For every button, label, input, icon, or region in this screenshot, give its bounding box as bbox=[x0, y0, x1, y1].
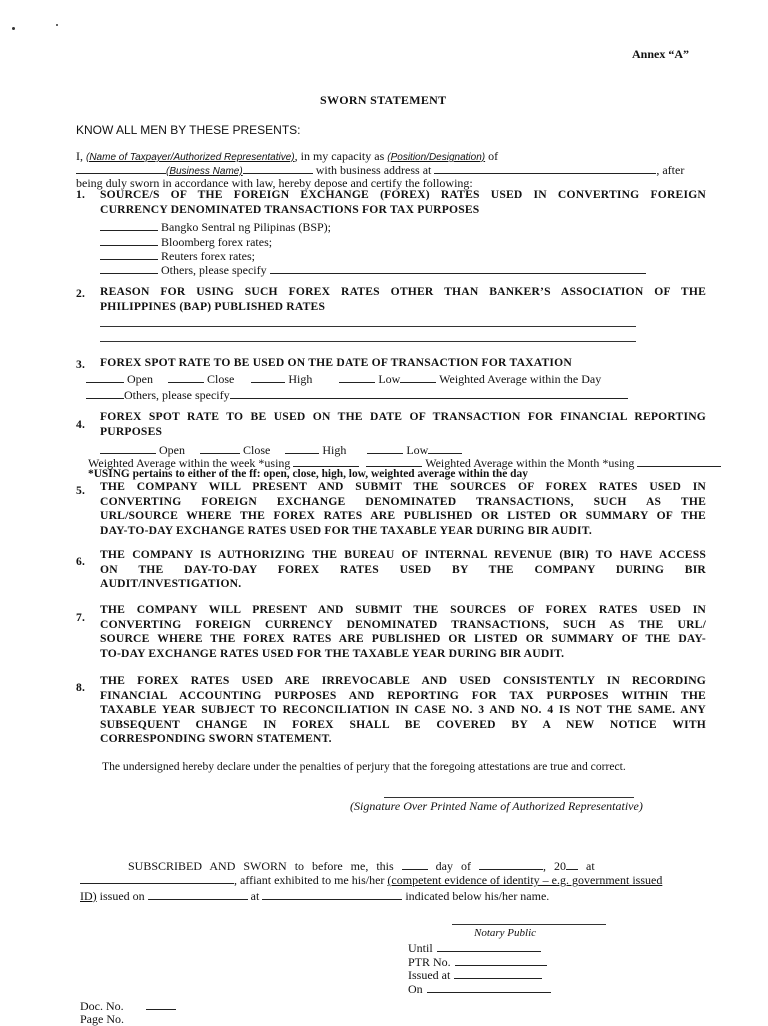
option-label: Bangko Sentral ng Pilipinas (BSP); bbox=[161, 220, 332, 234]
section-2-line: REASON FOR USING SUCH FOREX RATES OTHER THAN BANKER’S ASSOCIATION OF THE bbox=[100, 285, 706, 298]
page-no-label: Page No. bbox=[80, 1012, 124, 1026]
others-label: Others, please specify bbox=[124, 388, 230, 402]
section-3-heading: FOREX SPOT RATE TO BE USED ON THE DATE OF TRANSACTION FOR TAXATION bbox=[100, 356, 572, 369]
section-5-text bbox=[100, 480, 706, 538]
checkbox-blank[interactable] bbox=[366, 455, 422, 467]
doc-no-label: Doc. No. bbox=[80, 999, 124, 1013]
checkbox-blank[interactable] bbox=[100, 442, 156, 454]
option-reuters bbox=[100, 248, 255, 263]
checkbox-blank[interactable] bbox=[285, 442, 319, 454]
document-title: SWORN STATEMENT bbox=[320, 93, 447, 107]
subscribed-text: SUBSCRIBED AND SWORN to before me, this bbox=[128, 859, 394, 873]
at-text: at bbox=[586, 859, 595, 873]
section-4-number: 4. bbox=[76, 418, 86, 431]
issued-on-field[interactable] bbox=[148, 888, 248, 900]
issued-on-text: issued on bbox=[99, 889, 145, 903]
section-6-line: ON THE DAY-TO-DAY FOREX RATES USED BY THE COMPANY DURING BIR bbox=[100, 562, 706, 576]
option-weighted-average-week: Weighted Average within the week *using bbox=[88, 456, 291, 470]
issued-at-field[interactable] bbox=[454, 967, 542, 979]
section-2-number: 2. bbox=[76, 287, 86, 300]
section-2-heading bbox=[100, 285, 706, 314]
checkbox-blank[interactable] bbox=[100, 219, 158, 231]
blank[interactable] bbox=[76, 162, 166, 174]
section-2-line: PHILIPPINES (BAP) PUBLISHED RATES bbox=[100, 299, 326, 313]
section-8-line: SUBSEQUENT CHANGE IN FOREX SHALL BE COVERED BY A NEW NOTICE WITH bbox=[100, 717, 706, 731]
section-1-line: SOURCE/S OF THE FOREIGN EXCHANGE (FOREX) RATES USED IN CONVERTING FOREIGN bbox=[100, 188, 706, 201]
scan-mark bbox=[56, 24, 58, 26]
checkbox-blank[interactable] bbox=[339, 371, 375, 383]
notary-public-label: Notary Public bbox=[474, 927, 537, 939]
perjury-declaration: The undersigned hereby declare under the penalties of perjury that the foregoing attestations are true and correct. bbox=[102, 760, 626, 773]
section-6-line: AUDIT/INVESTIGATION. bbox=[100, 577, 242, 591]
know-all-heading: KNOW ALL MEN BY THESE PRESENTS: bbox=[76, 123, 301, 137]
evidence-text: (competent evidence of identity – e.g. government issued bbox=[387, 873, 663, 887]
section-8-line: THE FOREX RATES USED ARE IRREVOCABLE AND USED CONSISTENTLY IN RECORDING bbox=[100, 674, 706, 687]
section-7-line: THE COMPANY WILL PRESENT AND SUBMIT THE SOURCES OF FOREX RATES USED IN bbox=[100, 603, 706, 616]
scan-mark bbox=[12, 27, 15, 30]
section-3-options bbox=[86, 371, 601, 386]
notary-issued-at bbox=[408, 967, 542, 982]
section-8-line: FINANCIAL ACCOUNTING PURPOSES AND REPORTING FOR TAX PURPOSES WITHIN THE bbox=[100, 688, 706, 702]
section-5-line: THE COMPANY WILL PRESENT AND SUBMIT THE SOURCES OF FOREX RATES USED IN bbox=[100, 480, 706, 493]
section-5-line: CONVERTING FOREIGN EXCHANGE DENOMINATED TRANSACTIONS, SUCH AS THE bbox=[100, 494, 706, 508]
business-name-field[interactable]: (Business Name) bbox=[166, 166, 243, 177]
section-4-heading bbox=[100, 410, 706, 439]
on-field[interactable] bbox=[427, 981, 551, 993]
jurat-line-3 bbox=[80, 888, 549, 903]
checkbox-blank[interactable] bbox=[428, 442, 462, 454]
notary-signature-line[interactable] bbox=[452, 924, 606, 925]
ptr-label: PTR No. bbox=[408, 955, 451, 969]
option-label: Others, please specify bbox=[161, 263, 267, 277]
option-open: Open bbox=[127, 372, 153, 386]
checkbox-blank[interactable] bbox=[200, 442, 240, 454]
option-bloomberg bbox=[100, 234, 272, 249]
option-close: Close bbox=[243, 443, 271, 457]
year-prefix: , 20 bbox=[543, 859, 566, 873]
after-text: , after bbox=[656, 163, 685, 177]
notary-until bbox=[408, 940, 541, 955]
at-text: at bbox=[250, 889, 260, 903]
section-1-heading bbox=[100, 188, 706, 217]
section-3-number: 3. bbox=[76, 358, 86, 371]
signature-label: (Signature Over Printed Name of Authorized Representative) bbox=[350, 799, 643, 813]
section-5-line: URL/SOURCE WHERE THE FOREX RATES ARE PUBLISHED OR LISTED OR SUMMARY OF THE bbox=[100, 509, 706, 523]
section-7-text bbox=[100, 603, 706, 661]
blank[interactable] bbox=[243, 162, 313, 174]
option-open: Open bbox=[159, 443, 185, 457]
signature-line[interactable] bbox=[384, 797, 634, 798]
section-8-line: TAXABLE YEAR SUBJECT TO RECONCILIATION IN CASE NO. 3 AND NO. 4 IS NOT THE SAME. ANY bbox=[100, 703, 706, 717]
checkbox-blank[interactable] bbox=[400, 371, 436, 383]
position-field[interactable]: (Position/Designation) bbox=[387, 152, 486, 163]
address-text: with business address at bbox=[315, 163, 432, 177]
i-label: I, bbox=[76, 149, 83, 163]
taxpayer-name-field[interactable]: (Name of Taxpayer/Authorized Representative) bbox=[86, 152, 295, 163]
reason-line[interactable] bbox=[100, 341, 636, 342]
option-high: High bbox=[322, 443, 347, 457]
option-weighted-average-day: Weighted Average within the Day bbox=[439, 372, 602, 386]
section-8-line: CORRESPONDING SWORN STATEMENT. bbox=[100, 732, 332, 746]
annex-label: Annex “A” bbox=[632, 47, 690, 61]
jurat-line-2 bbox=[80, 872, 662, 887]
section-7-line: CONVERTING FOREIGN CURRENCY DENOMINATED TRANSACTIONS, SUCH AS THE URL/ bbox=[100, 617, 706, 631]
section-4-line: FOREX SPOT RATE TO BE USED ON THE DATE OF TRANSACTION FOR FINANCIAL REPORTING bbox=[100, 410, 706, 423]
business-address-field[interactable] bbox=[434, 162, 656, 174]
day-field[interactable] bbox=[402, 858, 428, 870]
checkbox-blank[interactable] bbox=[86, 371, 124, 383]
doc-no-field[interactable] bbox=[146, 998, 176, 1010]
option-others bbox=[100, 262, 646, 277]
issued-at-field[interactable] bbox=[262, 888, 402, 900]
option-low: Low bbox=[378, 372, 401, 386]
ptr-field[interactable] bbox=[455, 954, 547, 966]
option-weighted-average-month: Weighted Average within the Month *using bbox=[425, 456, 635, 470]
place-field[interactable] bbox=[80, 872, 234, 884]
capacity-text: , in my capacity as bbox=[294, 149, 385, 163]
on-label: On bbox=[408, 982, 423, 996]
indicated-text: indicated below his/her name. bbox=[405, 889, 550, 903]
week-using-field[interactable] bbox=[293, 455, 359, 467]
option-bsp bbox=[100, 219, 331, 234]
checkbox-blank[interactable] bbox=[251, 371, 285, 383]
section-7-line: TO-DAY EXCHANGE RATES USED FOR THE TAXABLE YEAR DURING BIR AUDIT. bbox=[100, 646, 565, 660]
notary-on bbox=[408, 981, 551, 996]
section-3-others bbox=[86, 387, 628, 402]
section-5-number: 5. bbox=[76, 484, 86, 497]
checkbox-blank[interactable] bbox=[100, 248, 158, 260]
option-high: High bbox=[288, 372, 313, 386]
checkbox-blank[interactable] bbox=[100, 234, 158, 246]
others-specify-field[interactable] bbox=[230, 387, 628, 399]
option-low: Low bbox=[406, 443, 429, 457]
others-specify-field[interactable] bbox=[270, 262, 646, 274]
id-text: ID) bbox=[80, 889, 97, 903]
month-using-field[interactable] bbox=[637, 455, 721, 467]
section-1-number: 1. bbox=[76, 188, 86, 201]
checkbox-blank[interactable] bbox=[367, 442, 403, 454]
option-label: Reuters forex rates; bbox=[161, 249, 255, 263]
doc-no bbox=[80, 998, 176, 1013]
year-field[interactable] bbox=[566, 858, 578, 870]
using-note: *USING pertains to either of the ff: open, close, high, low, weighted average within the day bbox=[88, 468, 528, 480]
section-4-line: PURPOSES bbox=[100, 424, 163, 438]
checkbox-blank[interactable] bbox=[168, 371, 204, 383]
option-label: Bloomberg forex rates; bbox=[161, 235, 273, 249]
reason-line[interactable] bbox=[100, 326, 636, 327]
sworn-text: being duly sworn in accordance with law, hereby depose and certify the following: bbox=[76, 176, 473, 190]
issued-at-label: Issued at bbox=[408, 968, 451, 982]
until-label: Until bbox=[408, 941, 433, 955]
section-6-line: THE COMPANY IS AUTHORIZING THE BUREAU OF INTERNAL REVENUE (BIR) TO HAVE ACCESS bbox=[100, 548, 706, 561]
section-5-line: DAY-TO-DAY EXCHANGE RATES USED FOR THE TAXABLE YEAR DURING BIR AUDIT. bbox=[100, 523, 592, 537]
checkbox-blank[interactable] bbox=[100, 262, 158, 274]
checkbox-blank[interactable] bbox=[86, 387, 124, 399]
section-6-text bbox=[100, 548, 706, 592]
section-8-text bbox=[100, 674, 706, 747]
section-7-number: 7. bbox=[76, 611, 86, 624]
month-field[interactable] bbox=[479, 858, 543, 870]
until-field[interactable] bbox=[437, 940, 541, 952]
day-of-text: day of bbox=[435, 859, 471, 873]
section-7-line: SOURCE WHERE THE FOREX RATES ARE PUBLISHED OR LISTED OR SUMMARY OF THE DAY- bbox=[100, 632, 706, 646]
affiant-text: , affiant exhibited to me his/her bbox=[234, 873, 385, 887]
jurat-line-1 bbox=[128, 858, 595, 873]
section-6-number: 6. bbox=[76, 555, 86, 568]
option-close: Close bbox=[207, 372, 235, 386]
section-1-line: CURRENCY DENOMINATED TRANSACTIONS FOR TAX PURPOSES bbox=[100, 202, 480, 216]
of-text: of bbox=[488, 149, 499, 163]
section-8-number: 8. bbox=[76, 681, 86, 694]
